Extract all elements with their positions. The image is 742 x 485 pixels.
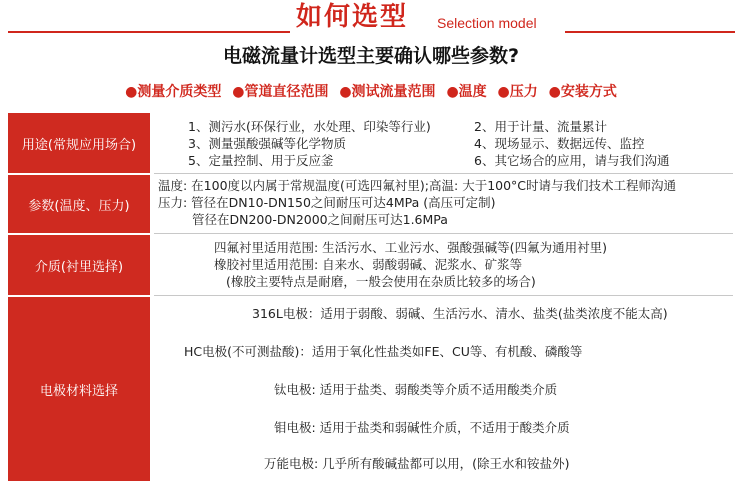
row-divider [154, 295, 733, 296]
electrode-molybdenum-line: 钼电极: 适用于盐类和弱碱性介质，不适用于酸类介质 [274, 420, 570, 435]
parameter-tags [0, 82, 742, 102]
electrode-316l-line: 316L电极：适用于弱酸、弱碱、生活污水、清水、盐类(盐类浓度不能太高) [252, 306, 668, 321]
temperature-line: 温度: 在100度以内属于常规温度(可选四氟衬里);高温: 大于100°C时请与我们技术工程师沟通 [158, 178, 677, 193]
usage-item-4: 4、现场显示、数据远传、监控 [474, 136, 645, 151]
row-label-electrode: 电极材料选择 [8, 297, 150, 481]
header-rule-right [565, 31, 735, 33]
tag-pipe-diameter: ●管道直径范围 [232, 84, 329, 100]
electrode-content [154, 297, 733, 481]
usage-item-1: 1、测污水(环保行业，水处理、印染等行业) [188, 119, 431, 134]
row-divider [154, 173, 733, 174]
rubber-note-line: (橡胶主要特点是耐磨，一般会使用在杂质比较多的场合) [226, 274, 536, 289]
row-divider [154, 233, 733, 234]
section-title: 如何选型 [296, 2, 409, 32]
section-subtitle: Selection model [437, 15, 537, 31]
electrode-universal-line: 万能电极: 几乎所有酸碱盐都可以用，(除王水和铵盐外) [264, 456, 570, 471]
rubber-lining-line: 橡胶衬里适用范围: 自来水、弱酸弱碱、泥浆水、矿浆等 [214, 257, 523, 272]
usage-item-3: 3、测量强酸强碱等化学物质 [188, 136, 346, 151]
tag-pressure: ●压力 [497, 84, 538, 100]
table-row-electrode [8, 297, 733, 481]
tag-installation: ●安装方式 [548, 84, 617, 100]
row-label-usage: 用途(常规应用场合) [8, 113, 150, 173]
tag-medium-type: ●测量介质类型 [125, 84, 222, 100]
tag-temperature: ●温度 [446, 84, 487, 100]
table-row-lining [8, 235, 733, 295]
table-row-usage [8, 113, 733, 173]
row-label-parameters: 参数(温度、压力) [8, 175, 150, 233]
electrode-titanium-line: 钛电极: 适用于盐类、弱酸类等介质不适用酸类介质 [274, 382, 558, 397]
table-row-parameters [8, 175, 733, 233]
pressure-line-1: 压力: 管径在DN10-DN150之间耐压可达4MPa (高压可定制) [158, 195, 496, 210]
pressure-line-2: 管径在DN200-DN2000之间耐压可达1.6MPa [192, 212, 448, 227]
section-header [0, 0, 742, 40]
parameters-content [154, 175, 733, 233]
question-heading: 电磁流量计选型主要确认哪些参数? [222, 45, 520, 67]
ptfe-lining-line: 四氟衬里适用范围: 生活污水、工业污水、强酸强碱等(四氟为通用衬里) [214, 240, 607, 255]
usage-item-2: 2、用于计量、流量累计 [474, 119, 607, 134]
electrode-hc-line: HC电极(不可测盐酸)：适用于氧化性盐类如FE、CU等、有机酸、磷酸等 [184, 344, 583, 359]
usage-content [154, 113, 733, 173]
header-rule-left [8, 31, 290, 33]
usage-item-5: 5、定量控制、用于反应釜 [188, 153, 334, 168]
usage-item-6: 6、其它场合的应用，请与我们沟通 [474, 153, 670, 168]
row-label-lining: 介质(衬里选择) [8, 235, 150, 295]
lining-content [154, 235, 733, 295]
tag-flow-range: ●测试流量范围 [339, 84, 436, 100]
